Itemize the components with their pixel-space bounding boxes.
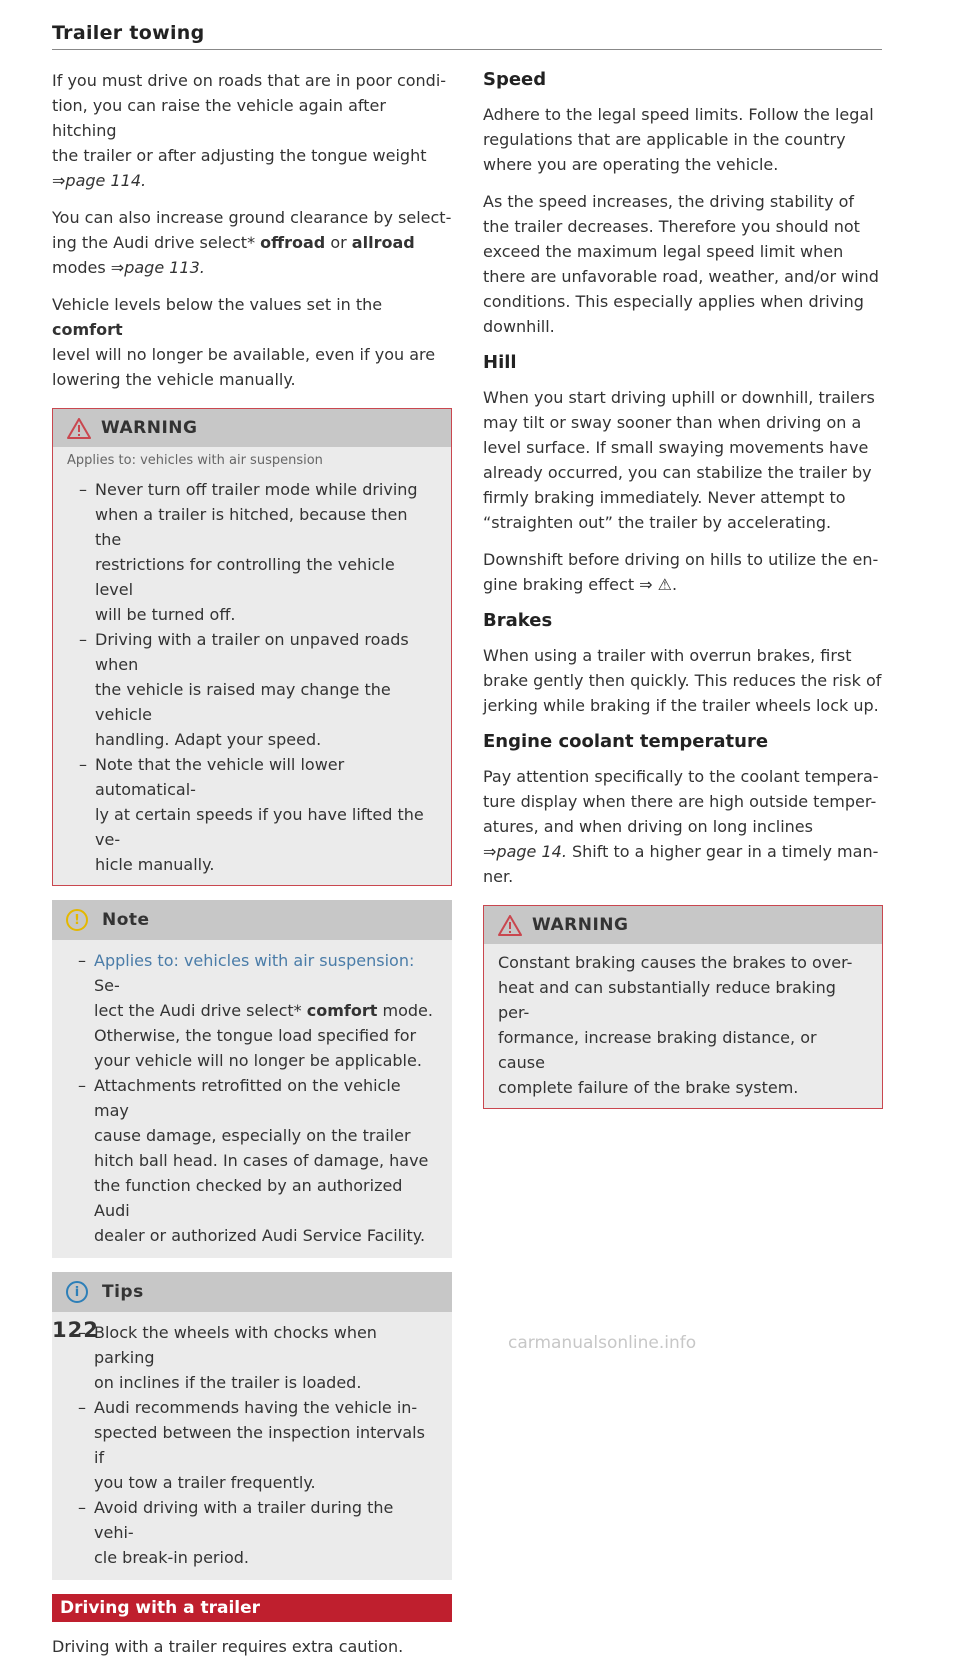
watermark: carmanualsonline.info bbox=[508, 1333, 697, 1353]
heading-brakes: Brakes bbox=[483, 610, 553, 631]
list-item: – Block the wheels with chocks when parking on inclines if the trailer is loaded. bbox=[66, 1320, 438, 1395]
page-ref-link[interactable]: ⇒page 14. bbox=[483, 842, 567, 861]
tips-box bbox=[52, 1272, 452, 1580]
warning-title: WARNING bbox=[101, 418, 198, 438]
heading-speed: Speed bbox=[483, 69, 547, 90]
note-body bbox=[52, 940, 452, 1258]
page-ref-link[interactable]: ⇒page 113. bbox=[110, 258, 205, 277]
page-title: Trailer towing bbox=[52, 22, 205, 44]
left-column bbox=[52, 68, 452, 1671]
note-header bbox=[52, 900, 452, 940]
warning-title: WARNING bbox=[532, 915, 629, 935]
warning-ref-link[interactable]: gine braking effect ⇒ ⚠. bbox=[483, 575, 678, 594]
heading-hill: Hill bbox=[483, 352, 517, 373]
section-heading-bar bbox=[52, 1594, 452, 1622]
list-item: – Attachments retrofitted on the vehicle may cause damage, especially on the trailer hitch ball head. In cases of damage, have the function checked by an authorized Audi dealer or authorized Audi Service Facility. bbox=[66, 1073, 438, 1248]
warning-body bbox=[53, 447, 451, 885]
warning-box bbox=[52, 408, 452, 886]
list-item: – Avoid driving with a trailer during the vehi- cle break-in period. bbox=[66, 1495, 438, 1570]
paragraph-speed-1: Adhere to the legal speed limits. Follow the legal regulations that are applicable in the country where you are operating the vehicle. bbox=[483, 105, 874, 174]
tips-body bbox=[52, 1312, 452, 1580]
heading-coolant: Engine coolant temperature bbox=[483, 731, 769, 752]
list-item: – Audi recommends having the vehicle in- spected between the inspection intervals if you tow a trailer frequently. bbox=[66, 1395, 438, 1495]
list-item: – Driving with a trailer on unpaved roads when the vehicle is raised may change the vehicle handling. Adapt your speed. bbox=[67, 627, 437, 752]
list-item: – Applies to: vehicles with air suspension: Se- lect the Audi drive select* comfort mode. Otherwise, the tongue load specified for your vehicle will no longer be applicable. bbox=[66, 948, 438, 1073]
page-number: 122 bbox=[52, 1318, 99, 1342]
warning-triangle-icon bbox=[67, 418, 91, 439]
list-item: – Note that the vehicle will lower automatical- ly at certain speeds if you have lifted the ve- hicle manually. bbox=[67, 752, 437, 877]
paragraph-speed-2: As the speed increases, the driving stability of the trailer decreases. Therefore you should not exceed the maximum legal speed limit when there are unfavorable road, weather, and/or wind conditions. This especially applies when driving downhill. bbox=[483, 192, 879, 336]
applies-to-label: Applies to: vehicles with air suspension bbox=[67, 453, 323, 468]
note-box bbox=[52, 900, 452, 1258]
info-icon: i bbox=[66, 1281, 88, 1303]
page-header bbox=[52, 22, 882, 50]
warning-body: Constant braking causes the brakes to over- heat and can substantially reduce braking per- formance, increase braking distance, or cause complete failure of the brake system. bbox=[484, 944, 882, 1108]
tips-title: Tips bbox=[102, 1282, 144, 1302]
page-ref-link[interactable]: ⇒page 114. bbox=[52, 171, 147, 190]
note-title: Note bbox=[102, 910, 150, 930]
paragraph-coolant: Pay attention specifically to the coolant tempera- ture display when there are high outside temper- atures, and when driving on long inclines ⇒page 14. Shift to a higher gear in a timely man- ner. bbox=[483, 767, 879, 886]
tips-header bbox=[52, 1272, 452, 1312]
list-item: – Never turn off trailer mode while driving when a trailer is hitched, because then the restrictions for controlling the vehicle level will be turned off. bbox=[67, 477, 437, 627]
paragraph-hill-1: When you start driving uphill or downhill, trailers may tilt or sway sooner than when driving on a level surface. If small swaying movements have already occurred, you can stabilize the trailer by firmly braking immediately. Never attempt to “straighten out” the trailer by accelerating. bbox=[483, 388, 875, 532]
warning-triangle-icon bbox=[498, 915, 522, 936]
note-exclamation-icon: ! bbox=[66, 909, 88, 931]
section-title: Driving with a trailer bbox=[60, 1598, 261, 1618]
warning-header bbox=[53, 409, 451, 447]
warning-box-brakes bbox=[483, 905, 883, 1109]
paragraph-ground-clearance: You can also increase ground clearance by select- ing the Audi drive select* offroad or allroad modes ⇒page 113. bbox=[52, 208, 452, 277]
paragraph-brakes: When using a trailer with overrun brakes, first brake gently then quickly. This reduces the risk of jerking while braking if the trailer wheels lock up. bbox=[483, 646, 882, 715]
warning-header bbox=[484, 906, 882, 944]
section-intro: Driving with a trailer requires extra caution. bbox=[52, 1637, 404, 1656]
paragraph-vehicle-levels: Vehicle levels below the values set in the comfort level will no longer be available, even if you are lowering the vehicle manually. bbox=[52, 295, 436, 389]
paragraph-hill-2: Downshift before driving on hills to utilize the en- gine braking effect ⇒ ⚠. bbox=[483, 550, 879, 594]
paragraph-raise-vehicle: If you must drive on roads that are in poor condi- tion, you can raise the vehicle again after hitching the trailer or after adjusting the tongue weight ⇒page 114. bbox=[52, 71, 447, 190]
right-column bbox=[483, 68, 883, 1123]
